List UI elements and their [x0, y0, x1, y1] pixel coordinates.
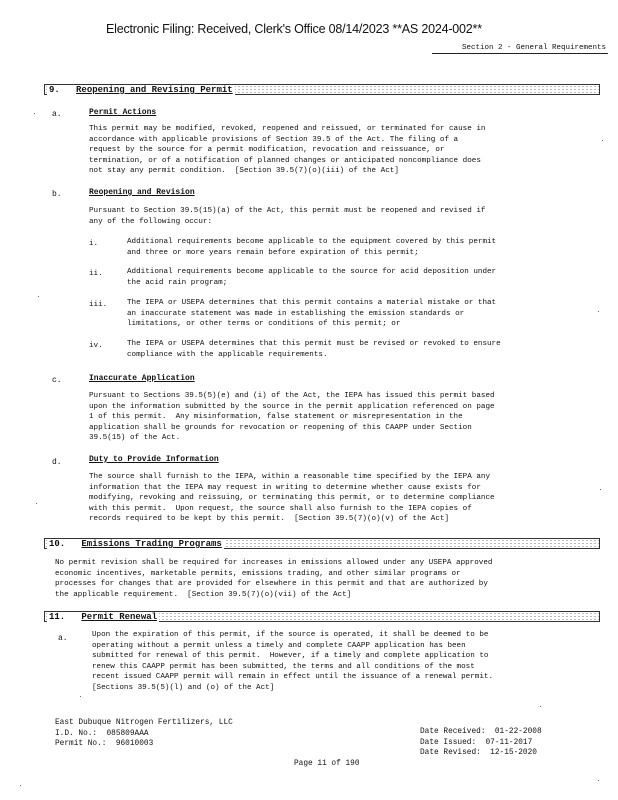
- s10-text: No permit revision shall be required for increases in emissions allowed under any USEPA approved economic incentives, marketable permits, emissions trading, and other similar programs or processes for changes that are provided for elsewhere in this permit and that are authorized by the applicable requirement. [Section 39.5(7)(o)(vii) of the Act]: [55, 559, 493, 599]
- section-10-bar: [44, 538, 600, 549]
- scan-speck: [80, 696, 81, 697]
- s9b-title: Reopening and Revision: [89, 188, 195, 197]
- s9d-label: d.: [52, 458, 62, 467]
- s9b-item-num: i.: [89, 240, 99, 248]
- section-11-title: 11. Permit Renewal: [49, 612, 158, 622]
- scan-speck: [602, 140, 603, 141]
- footer-dates: Date Received: 01-22-2008 Date Issued: 07-11-2017 Date Revised: 12-15-2020: [420, 728, 542, 758]
- section-9-title: 9. Reopening and Revising Permit: [49, 85, 233, 95]
- scan-speck: [20, 785, 21, 786]
- section-11-bar: [44, 611, 600, 622]
- s9d-text: The source shall furnish to the IEPA, within a reasonable time specified by the IEPA any information that the IEPA may request in writing to determine whether cause exists for modifying, revoking and reissuing, or terminating this permit, or to determine compliance with this permit. Upon request, the source shall also furnish to the IEPA copies of records required to be kept by this permit. [Section 39.5(7)(o)(v) of the Act]: [89, 473, 495, 524]
- scan-speck: [34, 113, 35, 114]
- scan-speck: [598, 780, 599, 781]
- s9b-item-num: iv.: [89, 342, 103, 350]
- s9a-title: Permit Actions: [89, 108, 157, 117]
- s9b-item-text: The IEPA or USEPA determines that this permit must be revised or revoked to ensure compliance with the applicable requirements.: [127, 340, 501, 359]
- scan-speck: [36, 503, 37, 504]
- s9b-item-text: Additional requirements become applicable to the source for acid deposition under the acid rain program;: [127, 268, 497, 287]
- s9b-item-text: Additional requirements become applicable to the equipment covered by this permit and three or more years remain before expiration of this permit;: [127, 238, 497, 257]
- filing-stamp: Electronic Filing: Received, Clerk's Office 08/14/2023 **AS 2024-002**: [106, 22, 482, 36]
- section-9-bar: [44, 84, 600, 95]
- footer-facility-info: East Dubuque Nitrogen Fertilizers, LLC I.D. No.: 085809AAA Permit No.: 96010003: [55, 719, 233, 749]
- s9b-item-num: iii.: [89, 301, 108, 309]
- scan-speck: [598, 311, 599, 312]
- header-rule: [432, 53, 608, 54]
- s9c-label: c.: [52, 376, 62, 385]
- page-number: Page 11 of 190: [294, 760, 360, 768]
- s9a-label: a.: [52, 110, 62, 119]
- section-10-title: 10. Emissions Trading Programs: [49, 539, 222, 549]
- s9b-intro: Pursuant to Section 39.5(15)(a) of the Act, this permit must be reopened and revised if any of the following occur:: [89, 207, 486, 226]
- section-header: Section 2 - General Requirements: [461, 44, 606, 52]
- s11a-label: a.: [58, 634, 68, 643]
- s9b-item-text: The IEPA or USEPA determines that this permit contains a material mistake or that an inaccurate statement was made in establishing the emission standards or limitations, or other terms or conditions of this permit; or: [127, 299, 497, 329]
- s9b-label: b.: [52, 190, 62, 199]
- s9d-title: Duty to Provide Information: [89, 455, 219, 464]
- scan-speck: [600, 489, 601, 490]
- s9b-item-num: ii.: [89, 270, 103, 278]
- s9c-title: Inaccurate Application: [89, 374, 195, 383]
- s9a-text: This permit may be modified, revoked, reopened and reissued, or terminated for cause in accordance with applicable provisions of Section 39.5 of the Act. The filing of a request by the source for a permit modification, revocation and reissuance, or termination, or of a notification of planned changes or anticipated noncompliance does not stay any permit condition. [Section 39.5(7)(o)(iii) of the Act]: [89, 125, 486, 176]
- s9c-text: Pursuant to Sections 39.5(5)(e) and (i) of the Act, the IEPA has issued this permit based upon the information submitted by the source in the permit application referenced on page 1 of this permit. Any misinformation, false statement or misrepresentation in the application shall be grounds for revocation or reopening of this CAAPP under Section 39.5(15) of the Act.: [89, 392, 495, 443]
- scan-speck: [38, 296, 39, 297]
- s11a-text: Upon the expiration of this permit, if the source is operated, it shall be deemed to be operating without a permit unless a timely and complete CAAPP application has been submitted for renewal of this permit. However, if a timely and complete application to renew this CAAPP permit has been submitted, the terms and all conditions of the most recent issued CAAPP permit will remain in effect until the issuance of a renewal permit. [Sections 39.5(5)(l) and (o) of the Act]: [92, 631, 494, 692]
- scan-speck: [540, 706, 541, 707]
